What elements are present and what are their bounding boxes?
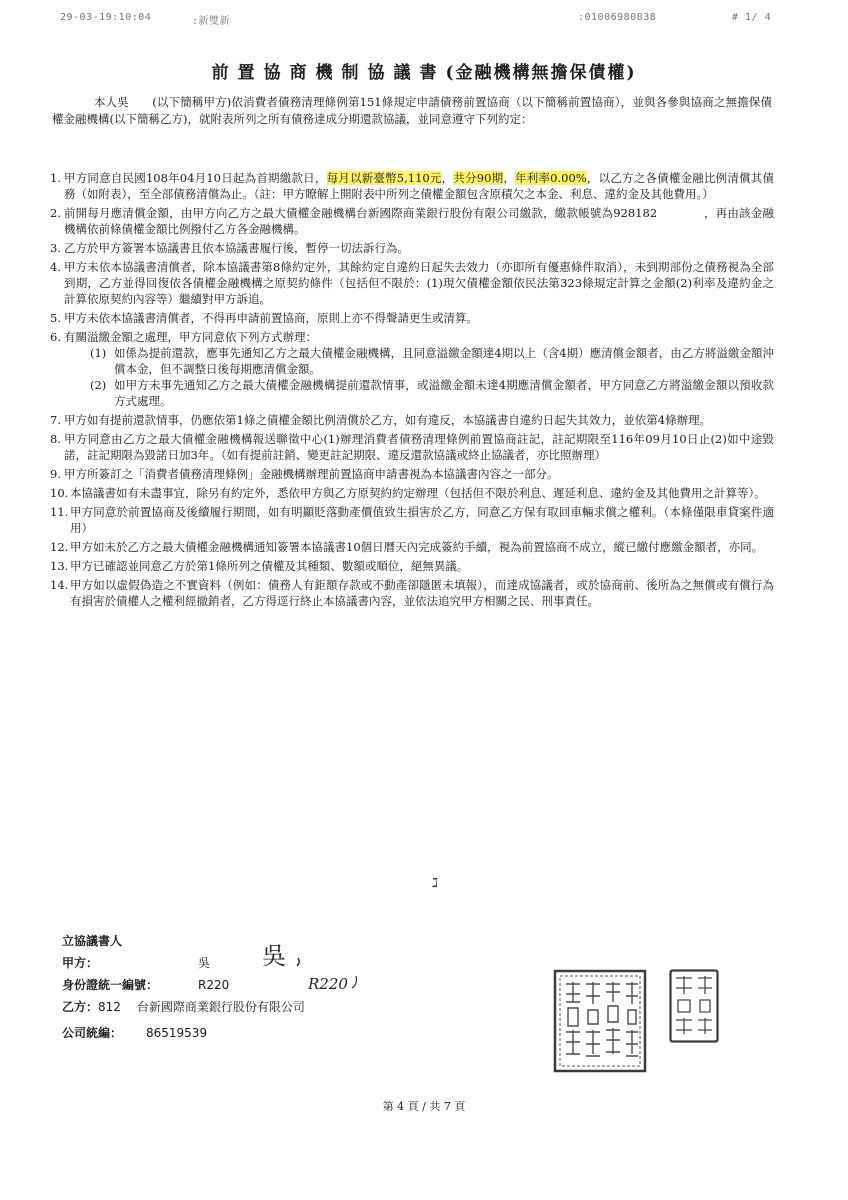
sub-term-item	[90, 345, 774, 377]
fax-number: :01006980838	[578, 12, 657, 23]
term-number: 3.	[50, 241, 61, 255]
id-stroke	[352, 976, 357, 988]
term-number: 14.	[50, 578, 69, 592]
term-number: 9.	[50, 467, 61, 481]
party-a-label: 甲方：	[62, 956, 99, 970]
term-text: 甲方所簽訂之「消費者債務清理條例」金融機構辦理前置協商申請書視為本協議書內容之一部分。	[64, 467, 559, 481]
term-number: 13.	[50, 559, 69, 573]
term-item	[50, 558, 774, 574]
signature-block	[62, 930, 348, 1044]
document-title	[0, 58, 848, 83]
party-b-code: 812	[98, 1000, 121, 1014]
term-text: 甲方如有提前還款情事，仍應依第1條之債權金額比例清償於乙方，如有違反，本協議書自違約日起失其效力，並依第4條辦理。	[64, 413, 712, 427]
term-item	[50, 466, 774, 482]
term-item	[50, 170, 774, 202]
term-number: 4.	[50, 260, 61, 274]
sub-term-text: 如甲方未事先通知乙方之最大債權金融機構提前還款情事，或溢繳金額未達4期應清償金額者，甲方同意乙方將溢繳金額以預收款方式處理。	[114, 378, 774, 408]
term-number: 6.	[50, 330, 61, 344]
company-id-value: 86519539	[146, 1026, 208, 1040]
sub-term-item	[90, 377, 774, 409]
term-text: 甲方未依本協議書清償者，不得再申請前置協商，原則上亦不得聲請更生或清算。	[64, 311, 478, 325]
term-text: ，	[503, 171, 516, 185]
term-text: 前開每月應清償金額，由甲方向乙方之最大債權金融機構台新國際商業銀行股份有限公司繳款，繳款帳號為928182 ，再由該金融機構依前條債權金額比例撥付乙方各金融機構。	[64, 206, 774, 236]
signatory-seal-stamp	[668, 968, 720, 1044]
term-item	[50, 240, 774, 256]
seal-glyphs	[566, 982, 638, 1056]
term-number: 12.	[50, 540, 69, 554]
company-id-row	[62, 1022, 305, 1044]
company-id-label: 公司統編：	[62, 1026, 123, 1040]
term-number: 10.	[50, 486, 69, 500]
highlight-installments: 共分90期	[453, 171, 504, 185]
term-text: 本協議書如有未盡事宜，除另有約定外，悉依甲方與乙方原契約約定辦理（包括但不限於利息、遲延利息、違約金及其他費用之計算等）。	[70, 486, 766, 500]
term-item	[50, 205, 774, 237]
bank-seal-stamp	[552, 968, 648, 1074]
sub-term-text: 如係為提前還款，應事先通知乙方之最大債權金融機構，且同意溢繳金額達4期以上（含4期）應清償金額者，由乙方將溢繳金額沖償本金，但不調整日後每期應清償金額。	[114, 346, 774, 376]
term-text: 甲方同意自民國108年04月10日起為首期繳款日，	[64, 171, 327, 185]
fax-timestamp: 29-03-19:10:04	[60, 12, 152, 23]
party-a-handwritten-signature	[258, 938, 306, 972]
intro-paragraph: 本人吳 (以下簡稱甲方)依消費者債務清理條例第151條規定申請債務前置協商（以下簡稱前置協商），並與各參與協商之無擔保債權金融機構(以下簡稱乙方)，就附表所列之所有債務達成分期還款協議，並同意遵守下列約定：	[52, 95, 772, 126]
terms-list	[50, 170, 774, 612]
title-main: 前置協商機制協議書	[211, 63, 446, 83]
term-number: 2.	[50, 206, 61, 220]
term-item	[50, 539, 774, 555]
term-number: 5.	[50, 311, 61, 325]
term-number: 11.	[50, 505, 69, 519]
term-number: 1.	[50, 171, 61, 185]
stray-mark: ℷ	[432, 876, 439, 891]
signatories-heading: 立協議書人	[62, 934, 123, 948]
term-item	[50, 412, 774, 428]
fax-sender: :新雙新	[192, 16, 231, 27]
id-handwritten	[306, 970, 370, 998]
term-number: 8.	[50, 432, 61, 446]
signature-stroke	[297, 958, 299, 966]
handwritten-signature-text: 吳	[262, 942, 286, 970]
term-text: ，	[441, 171, 454, 185]
term-text: 甲方未依本協議書清償者，除本協議書第8條約定外，其餘約定自違約日起失去效力（亦即所有優惠條件取消），未到期部份之債務視為全部到期，乙方並得回復依各債權金融機構之原契約條件（包括但不限於：(1)現欠債權金額依民法第323條規定計算之金額(2)利率及違約金之計算依原契約內容等）繼續對甲方訴追。	[64, 260, 774, 306]
term-text: 甲方同意由乙方之最大債權金融機構報送聯徵中心(1)辦理消費者債務清理條例前置協商註記，註記期限至116年09月10日止(2)如中途毀諾，註記期限為毀諾日加3年。（如有提前註銷、變更註記期限、違反還款協議或終止協議者，亦比照辦理）	[64, 432, 774, 462]
term-text: 甲方如未於乙方之最大債權金融機構通知簽署本協議書10個日曆天內完成簽約手續，視為前置協商不成立，縱已繳付應繳金額者，亦同。	[70, 540, 764, 554]
fax-page-indicator: # 1/ 4	[732, 12, 772, 23]
handwritten-id-text: R220	[308, 975, 348, 993]
id-value: R220	[198, 978, 230, 992]
term-text: 甲方已確認並同意乙方於第1條所列之債權及其種類、數額或順位，絕無異議。	[70, 559, 469, 573]
term-item	[50, 259, 774, 307]
term-text: 乙方於甲方簽署本協議書且依本協議書履行後，暫停一切法訴行為。	[64, 241, 409, 255]
term-text: ，以乙方之各債權金融比例清償其債務（如附表），至全部債務清償為止。（註：甲方瞭解上開附表中所列之債權金額包含原積欠之本金、利息、違約金及其他費用。）	[64, 171, 775, 201]
term-item	[50, 485, 774, 501]
term-text: 有關溢繳金額之處理，甲方同意依下列方式辦理：	[64, 330, 317, 344]
term-number: 7.	[50, 413, 61, 427]
term-text: 甲方如以虛假偽造之不實資料（例如：債務人有鉅額存款或不動產卻隱匿未填報），而達成協議者，或於協商前、後所為之無償或有償行為有損害於債權人之權利經撤銷者，乙方得逕行終止本協議書內容，並依法追究甲方相關之民、刑事責任。	[70, 578, 774, 608]
term-item	[50, 310, 774, 326]
highlight-monthly-amount: 每月以新臺幣5,110元	[326, 171, 442, 185]
sub-terms-list	[64, 345, 774, 409]
highlight-interest-rate: 年利率0.00%	[515, 171, 587, 185]
sub-term-number: (1)	[90, 346, 107, 360]
term-text: 甲方同意於前置協商及後續履行期間，如有明顯貶落動產價值致生損害於乙方，同意乙方保有取回車輛求償之權利。（本條僅限車貸案件適用）	[70, 505, 774, 535]
id-label: 身份證統一編號：	[62, 978, 159, 992]
term-item	[50, 329, 774, 409]
small-seal-glyphs	[676, 976, 712, 1034]
sub-term-number: (2)	[90, 378, 107, 392]
id-row	[62, 974, 348, 996]
party-a-row	[62, 942, 305, 974]
title-sub: (金融機構無擔保債權)	[445, 63, 637, 83]
party-b-row	[62, 996, 305, 1018]
term-item	[50, 577, 774, 609]
party-b-name: 台新國際商業銀行股份有限公司	[136, 1000, 305, 1014]
page-footer: 第 4 頁 / 共 7 頁	[382, 1100, 466, 1113]
term-item	[50, 431, 774, 463]
party-a-name: 吳	[198, 956, 211, 970]
party-b-label: 乙方：	[62, 1000, 99, 1014]
term-item	[50, 504, 774, 536]
